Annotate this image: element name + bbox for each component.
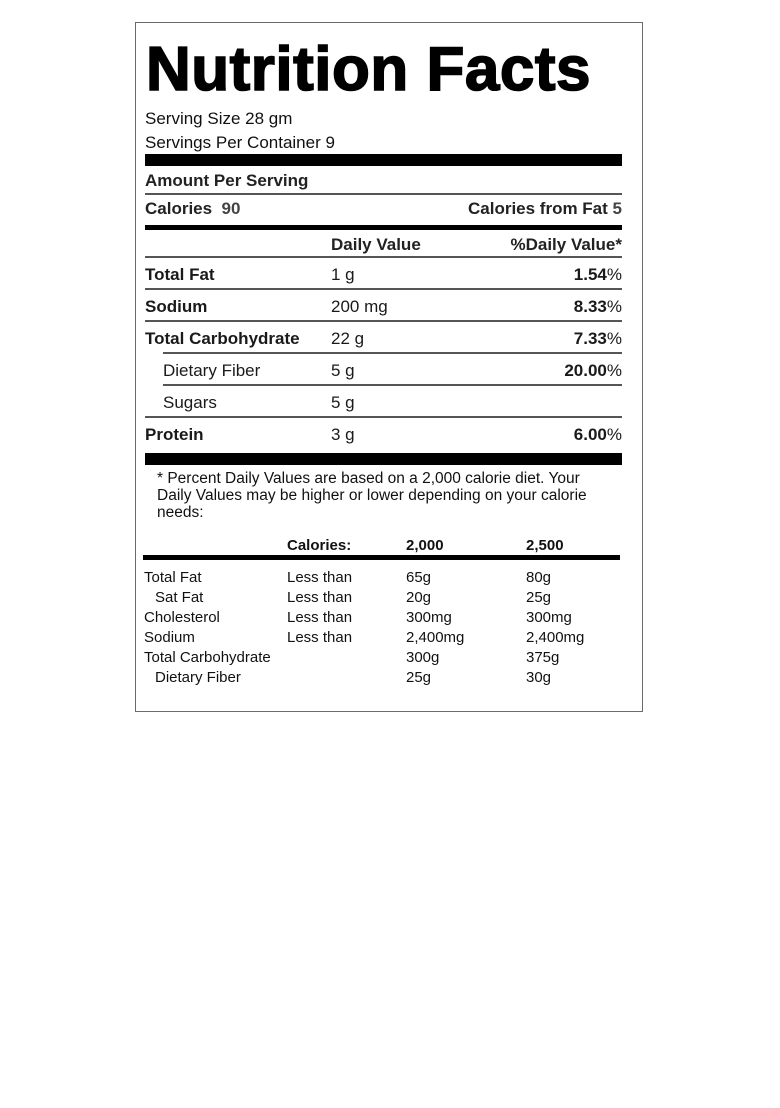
label-title: Nutrition Facts bbox=[146, 35, 591, 104]
reference-name: Dietary Fiber bbox=[155, 669, 241, 686]
nutrition-facts-label bbox=[135, 22, 643, 712]
reference-qualifier: Less than bbox=[287, 569, 353, 586]
nutrient-name: Dietary Fiber bbox=[163, 361, 261, 380]
reference-name: Cholesterol bbox=[144, 609, 220, 626]
reference-value-2500: 80g bbox=[526, 569, 552, 586]
divider bbox=[145, 256, 622, 258]
reference-value-2500: 375g bbox=[526, 649, 560, 666]
nutrient-name: Sugars bbox=[163, 393, 217, 412]
nutrient-percent: 7.33% bbox=[573, 329, 622, 348]
nutrient-row-sugars bbox=[145, 387, 622, 417]
reference-header-2500: 2,500 bbox=[526, 537, 564, 554]
nutrient-amount: 5 g bbox=[331, 393, 355, 412]
nutrient-name: Sodium bbox=[145, 297, 208, 316]
reference-qualifier: Less than bbox=[287, 609, 353, 626]
thick-divider bbox=[145, 453, 622, 465]
servings-per-container: Servings Per Container 9 bbox=[145, 133, 335, 152]
reference-value-2000: 2,400mg bbox=[406, 629, 465, 646]
reference-value-2500: 2,400mg bbox=[526, 629, 585, 646]
nutrient-row-sodium bbox=[145, 291, 622, 321]
divider bbox=[145, 416, 622, 418]
nutrient-amount: 1 g bbox=[331, 265, 355, 284]
calories-from-fat-row bbox=[468, 199, 622, 219]
calories-label: Calories bbox=[145, 199, 213, 218]
nutrient-row-protein bbox=[145, 419, 622, 449]
reference-value-2500: 300mg bbox=[526, 609, 572, 626]
reference-divider bbox=[143, 555, 620, 560]
serving-size: Serving Size 28 gm bbox=[145, 109, 293, 128]
calories-value: 90 bbox=[221, 199, 241, 218]
nutrient-row-total-fat bbox=[145, 259, 622, 289]
divider bbox=[163, 352, 622, 354]
divider bbox=[145, 288, 622, 290]
reference-header-2000: 2,000 bbox=[406, 537, 444, 554]
nutrient-row-dietary-fiber bbox=[145, 355, 622, 385]
reference-value-2000: 300mg bbox=[406, 609, 452, 626]
reference-qualifier: Less than bbox=[287, 589, 353, 606]
reference-value-2000: 300g bbox=[406, 649, 440, 666]
reference-header-calories: Calories: bbox=[287, 537, 352, 554]
nutrient-percent: 1.54% bbox=[573, 265, 622, 284]
reference-value-2000: 20g bbox=[406, 589, 432, 606]
calories-row bbox=[145, 199, 240, 219]
thick-divider bbox=[145, 154, 622, 166]
nutrient-percent: 8.33% bbox=[573, 297, 622, 316]
footnote: * Percent Daily Values are based on a 2,000 calorie diet. Your Daily Values may be higher or lower depending on your calorie needs: bbox=[157, 470, 587, 521]
nutrient-name: Protein bbox=[145, 425, 204, 444]
nutrient-row-total-carbohydrate bbox=[145, 323, 622, 353]
nutrient-amount: 3 g bbox=[331, 425, 355, 444]
calories-from-fat-value: 5 bbox=[612, 199, 622, 218]
calories-from-fat-label: Calories from Fat bbox=[467, 199, 608, 218]
reference-qualifier: Less than bbox=[287, 629, 353, 646]
nutrient-percent: 6.00% bbox=[573, 425, 622, 444]
nutrient-percent: 20.00% bbox=[564, 361, 622, 380]
divider bbox=[145, 193, 622, 195]
nutrient-name: Total Carbohydrate bbox=[145, 329, 300, 348]
amount-per-serving: Amount Per Serving bbox=[145, 171, 309, 190]
medium-divider bbox=[145, 225, 622, 230]
column-header-percent-daily-value: %Daily Value* bbox=[510, 235, 622, 254]
nutrient-name: Total Fat bbox=[145, 265, 215, 284]
nutrient-amount: 22 g bbox=[331, 329, 365, 348]
divider bbox=[145, 320, 622, 322]
reference-name: Total Fat bbox=[144, 569, 202, 586]
reference-name: Sodium bbox=[144, 629, 195, 646]
reference-value-2000: 65g bbox=[406, 569, 432, 586]
reference-value-2500: 25g bbox=[526, 589, 552, 606]
reference-name: Sat Fat bbox=[155, 589, 204, 606]
reference-value-2500: 30g bbox=[526, 669, 552, 686]
nutrient-amount: 200 mg bbox=[331, 297, 388, 316]
divider bbox=[163, 384, 622, 386]
nutrient-amount: 5 g bbox=[331, 361, 355, 380]
column-header-daily-value: Daily Value bbox=[331, 235, 421, 254]
reference-value-2000: 25g bbox=[406, 669, 432, 686]
reference-name: Total Carbohydrate bbox=[144, 649, 271, 666]
